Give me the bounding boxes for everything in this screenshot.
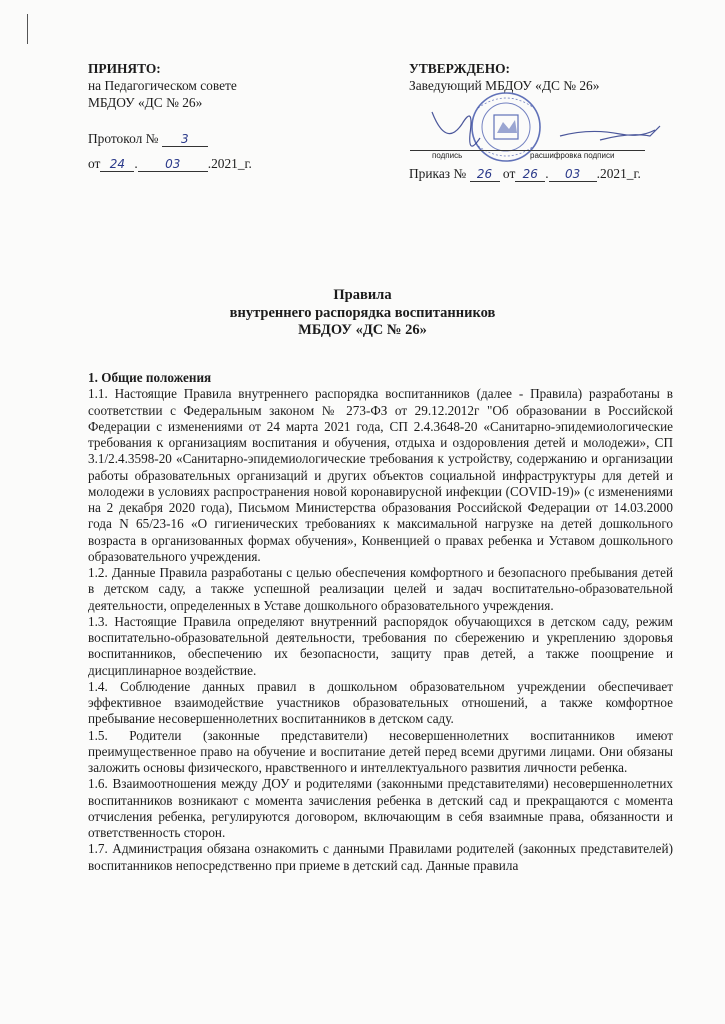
order-line: Приказ № 26 от 26 . 03 .2021_г. [409,166,641,181]
handwritten-signature [432,112,660,146]
protocol-date-year: .2021_г. [207,156,252,171]
approved-head: Заведующий МБДОУ «ДС № 26» [409,78,600,93]
paragraph-1-1: 1.1. Настоящие Правила внутреннего распорядка воспитанников (далее - Правила) разработаны в соответствии с Федеральным законом № 273-ФЗ от 29.12.2012г "Об образовании в Российской Федерации с изменениями от 24 марта 2021 года, СП 2.4.3648-20 «Санитарно-эпидемиологические требования к организациям воспитания и обучения, отдыха и оздоровления детей и молодежи», СП 3.1/2.4.3598-20 «Санитарно-эпидемиологические требования к устройству, содержанию и организации работы образовательных организаций и других объектов социальной инфраструктуры для детей и молодежи в условиях распространения новой коронавирусной инфекции (COVID-19)» (с изменениями на 2 декабря 2020 года), Письмом Министерства образования Российской Федерации от 14.03.2000 года N 65/23-16 «О гигиенических требованиях к максимальной нагрузке на детей дошкольного возраста в организованных формах обучения», Конвенцией о правах ребенка и Уставом дошкольного образовательного учреждения. [88,386,673,564]
paragraph-1-4: 1.4. Соблюдение данных правил в дошкольном образовательном учреждении обеспечивает эффективное взаимодействие участников образовательных отношений, а также комфортное пребывание несовершеннолетних воспитанников в детском саду. [88,678,673,727]
protocol-label: Протокол № [88,131,159,146]
order-number: 26 [470,167,500,182]
protocol-date-month: 03 [138,157,208,172]
title-line-2: внутреннего распорядка воспитанников [229,304,496,321]
order-from: от [502,166,516,181]
protocol-date-line: от 24 . 03 .2021_г. [88,156,252,171]
title-line-1: Правила [333,287,392,303]
order-day: 26 [515,167,545,182]
paragraph-1-3: 1.3. Настоящие Правила определяют внутренний распорядок обучающихся в детском саду, режим воспитательно-образовательной деятельности, требования по сбережению и укреплению здоровья воспитанников, обеспечению их безопасности, защиту прав детей, а также поощрение и дисциплинарное воздействие. [88,613,673,678]
accepted-council: на Педагогическом совете [88,78,237,93]
section-heading-general: 1. Общие положения [88,370,212,385]
signature-caption: подпись [432,151,463,160]
date-prefix: от [88,156,101,171]
order-year: .2021_г. [596,166,641,181]
signature-decode-caption: расшифровка подписи [530,151,615,160]
paragraph-1-2: 1.2. Данные Правила разработаны с целью обеспечения комфортного и безопасного пребывания детей в детском саду, а также успешной реализации целей и задач воспитательно-образовательной деятельности, определенных в Уставе дошкольного образовательного учреждения. [88,565,673,613]
order-label: Приказ № [409,166,467,181]
title-line-3: МБДОУ «ДС № 26» [298,322,427,338]
document-title [0,287,725,340]
paragraph-1-5: 1.5. Родители (законные представители) несовершеннолетних воспитанников имеют преимущественное право на обучение и воспитание детей перед всеми другими лицами. Они обязаны заложить основы физического, нравственного и интеллектуального развития личности ребенка. [88,727,673,775]
accepted-heading: ПРИНЯТО: [88,61,161,76]
approved-heading: УТВЕРЖДЕНО: [409,61,511,76]
paragraph-1-6: 1.6. Взаимоотношения между ДОУ и родителями (законными представителями) несовершеннолетних воспитанников возникают с момента зачисления ребенка в детский сад и прекращаются с момента отчисления ребенка, регулируются договором, включающим в себя взаимные права, обязанности и ответственность сторон. [88,776,673,840]
document-body [88,370,673,874]
order-month: 03 [549,167,597,182]
paragraph-1-7: 1.7. Администрация обязана ознакомить с данными Правилами родителей (законных представителей) воспитанников непосредственно при приеме в детский сад. Данные правила [88,841,673,873]
accepted-org: МБДОУ «ДС № 26» [88,95,203,110]
protocol-date-day: 24 [100,157,134,172]
protocol-number: 3 [162,132,208,147]
